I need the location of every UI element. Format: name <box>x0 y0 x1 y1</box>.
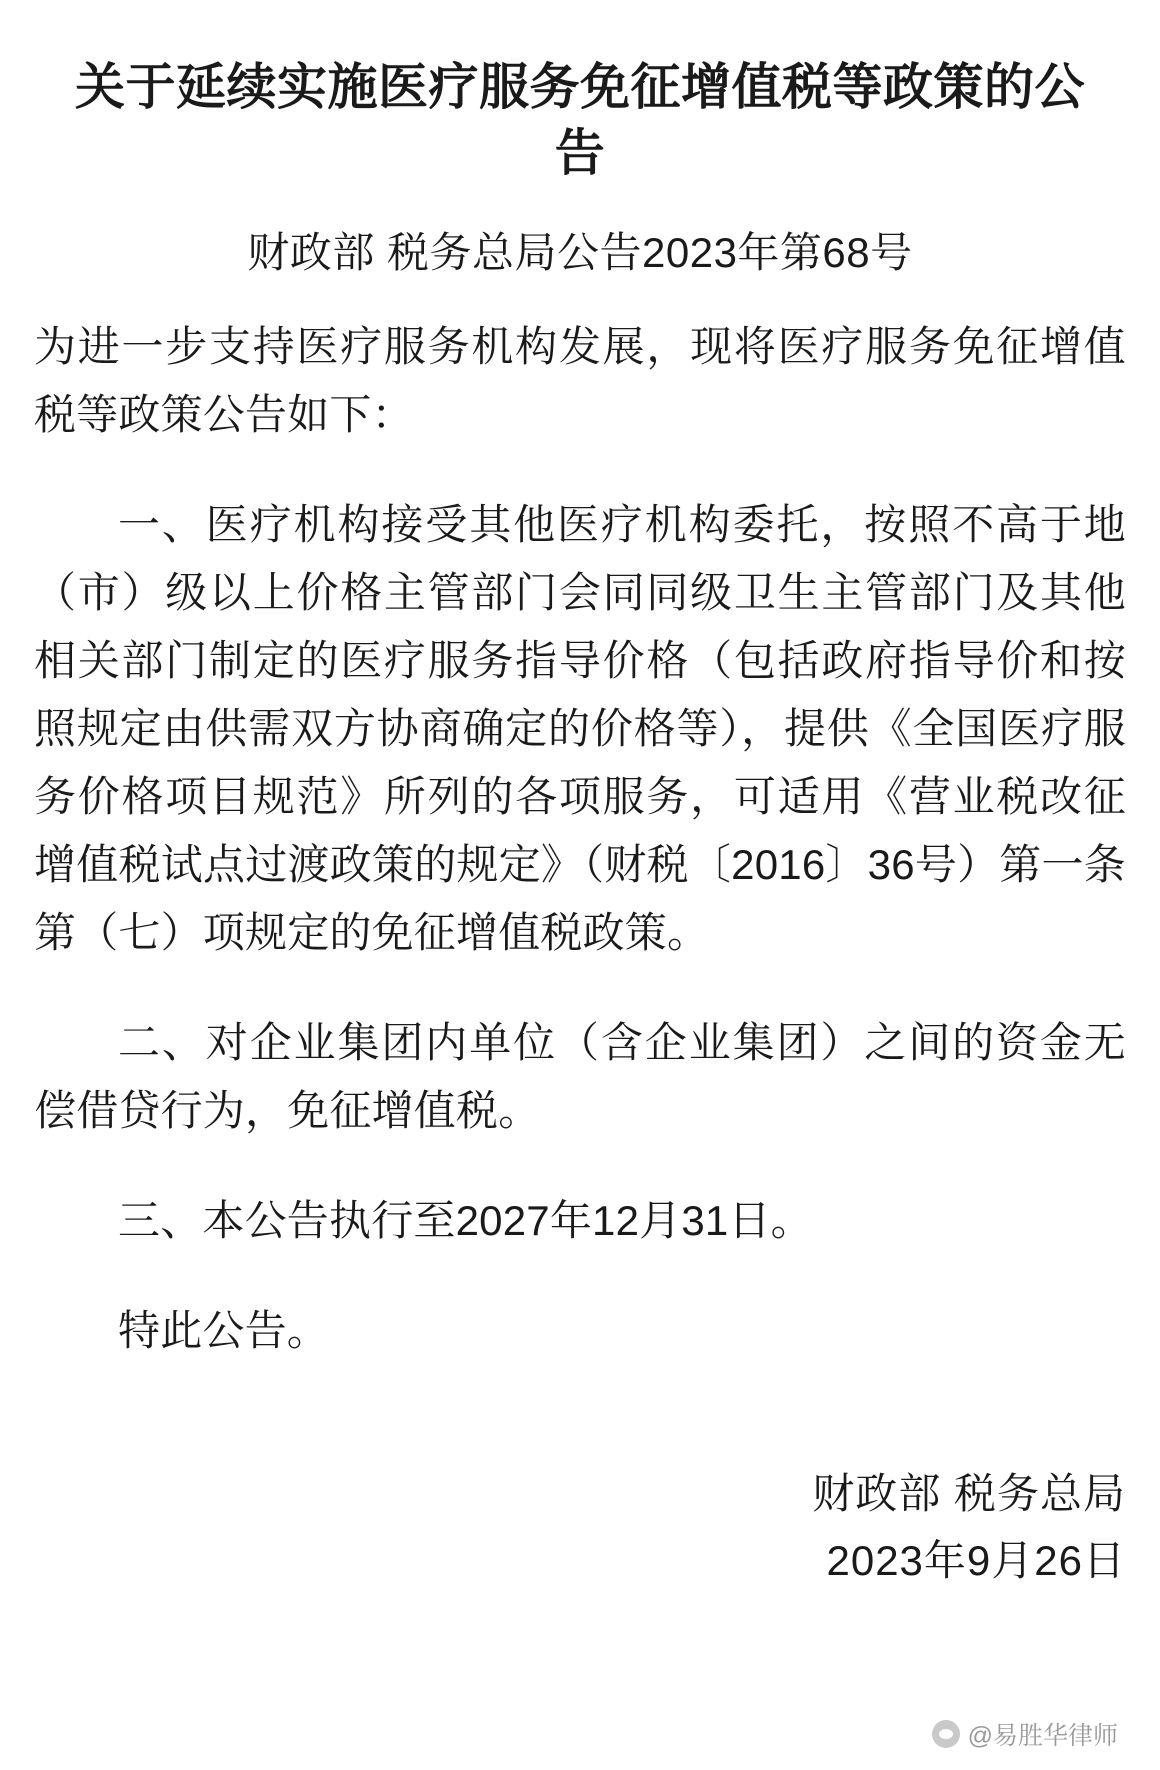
article-three: 三、本公告执行至2027年12月31日。 <box>118 1197 813 1245</box>
closing-statement: 特此公告。 <box>118 1307 330 1355</box>
signature-date: 2023年9月26日 <box>826 1536 1126 1584</box>
page-title: 关于延续实施医疗服务免征增值税等政策的公告 <box>75 59 1085 181</box>
article-two: 二、对企业集团内单位（含企业集团）之间的资金无偿借贷行为，免征增值税。 <box>34 1019 1126 1135</box>
weibo-icon <box>932 1720 960 1748</box>
article-one: 一、医疗机构接受其他医疗机构委托，按照不高于地（市）级以上价格主管部门会同同级卫生主管部门及其他相关部门制定的医疗服务指导价格（包括政府指导价和按照规定由供需双方协商确定的价格等），提供《全国医疗服务价格项目规范》所列的各项服务，可适用《营业税改征增值税试点过渡政策的规定》（财税〔2016〕36号）第一条第（七）项规定的免征增值税政策。 <box>34 500 1126 957</box>
signature-block <box>812 1460 1126 1594</box>
watermark-handle: @易胜华律师 <box>967 1722 1118 1750</box>
watermark <box>932 1716 1118 1752</box>
document-number: 财政部 税务总局公告2023年第68号 <box>247 229 913 276</box>
signature-issuer: 财政部 税务总局 <box>812 1469 1126 1517</box>
intro-paragraph: 为进一步支持医疗服务机构发展，现将医疗服务免征增值税等政策公告如下： <box>34 322 1126 438</box>
